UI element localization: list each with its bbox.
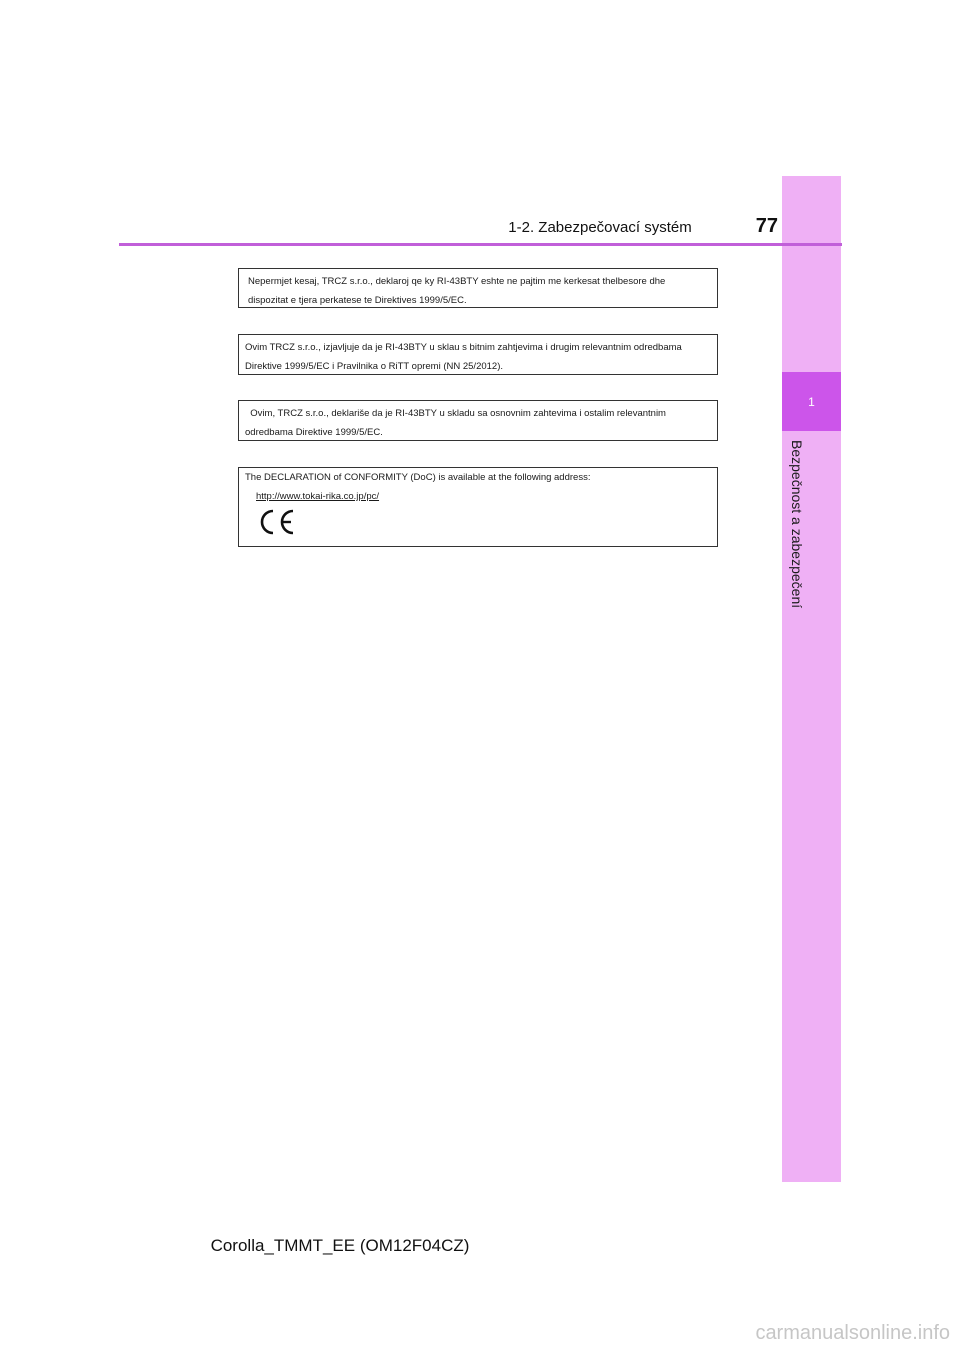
albanian-line-2: dispozitat e tjera perkatese te Direktives 1999/5/EC. bbox=[248, 295, 467, 306]
croatian-line-2: Direktive 1999/5/EC i Pravilnika o RiTT opremi (NN 25/2012). bbox=[245, 361, 504, 372]
chapter-title-vertical: Bezpečnost a zabezpečení bbox=[789, 440, 805, 609]
bosnian-line-2: odredbama Direktive 1999/5/EC. bbox=[245, 427, 383, 438]
chapter-number: 1 bbox=[808, 394, 815, 409]
header-divider bbox=[119, 243, 842, 246]
albanian-declaration-box bbox=[238, 268, 718, 308]
bosnian-line-1: Ovim, TRCZ s.r.o., deklariše da je RI-43BTY u skladu sa osnovnim zahtevima i ostalim relevantnim bbox=[245, 408, 666, 419]
document-code-footer: Corolla_TMMT_EE (OM12F04CZ) bbox=[210, 1236, 470, 1255]
chapter-number-badge bbox=[782, 372, 841, 431]
doc-link[interactable]: http://www.tokai-rika.co.jp/pc/ bbox=[256, 491, 380, 502]
section-title: 1-2. Zabezpečovací systém bbox=[508, 219, 692, 236]
bosnian-declaration-box bbox=[238, 400, 718, 441]
croatian-declaration-box bbox=[238, 334, 718, 375]
watermark: carmanualsonline.info bbox=[755, 1322, 950, 1344]
side-tab bbox=[782, 176, 841, 1182]
page-number: 77 bbox=[755, 215, 778, 237]
doc-availability-box bbox=[238, 467, 718, 547]
croatian-line-1: Ovim TRCZ s.r.o., izjavljuje da je RI-43BTY u sklau s bitnim zahtjevima i drugim relevantnim odredbama bbox=[245, 342, 682, 353]
ce-mark-icon bbox=[256, 507, 296, 537]
albanian-line-1: Nepermjet kesaj, TRCZ s.r.o., deklaroj qe ky RI-43BTY eshte ne pajtim me kerkesat thelbesore dhe bbox=[248, 276, 666, 287]
doc-line: The DECLARATION of CONFORMITY (DoC) is available at the following address: bbox=[245, 472, 591, 483]
